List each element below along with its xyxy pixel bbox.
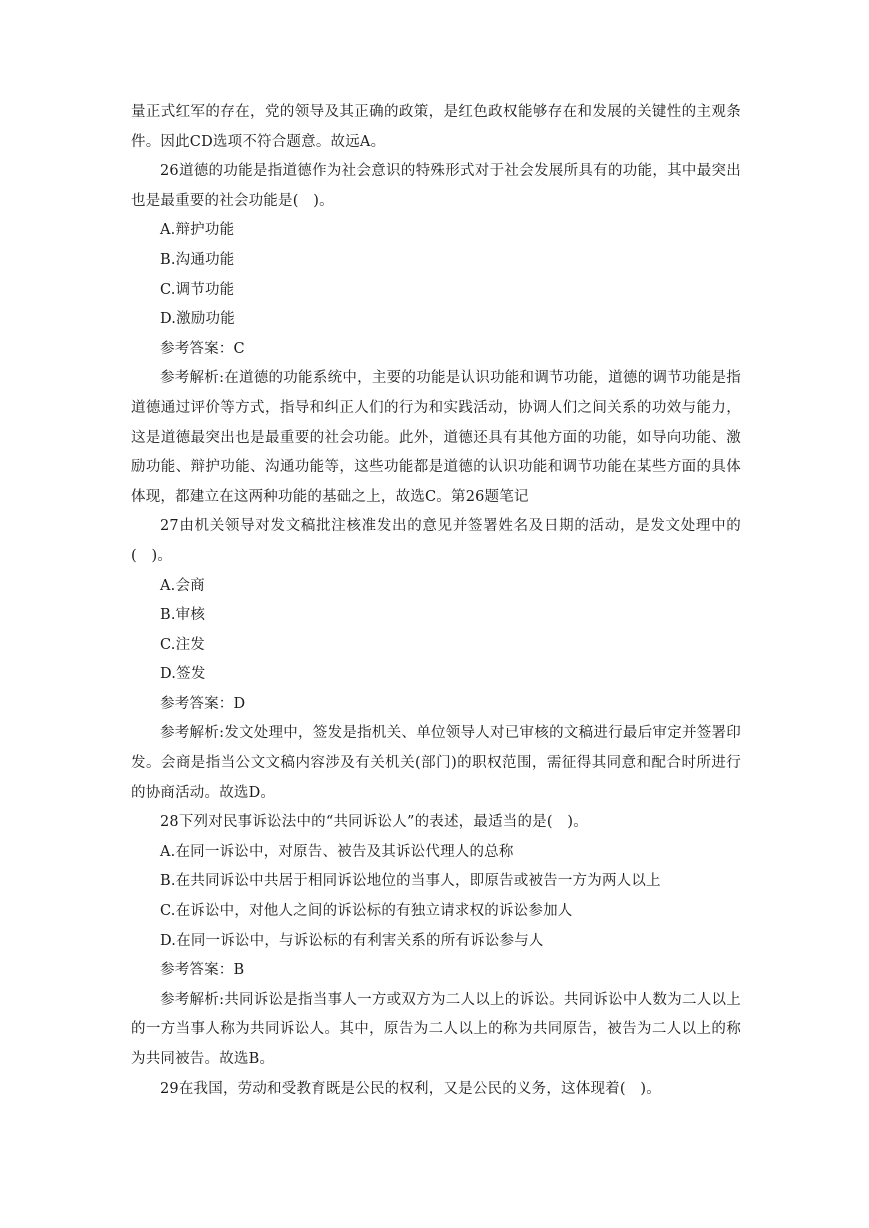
question-27-option-d: D.签发 [160,666,206,683]
document-body [131,98,741,1104]
previous-answer-continuation: 量正式红军的存在，党的领导及其正确的政策，是红色政权能够存在和发展的关键性的主观条件。因此CD选项不符合题意。故远A。 [131,104,741,150]
question-26-answer: 参考答案：C [160,340,245,357]
question-28-stem: 28下列对民事诉讼法中的“共同诉讼人”的表述，最适当的是( )。 [160,814,588,831]
question-28-option-b: B.在共同诉讼中共居于相同诉讼地位的当事人，即原告或被告一方为两人以上 [160,873,661,890]
question-28-option-c: C.在诉讼中，对他人之间的诉讼标的有独立请求权的诉讼参加人 [160,903,573,920]
question-27-option-a: A.会商 [160,577,205,594]
question-28-option-d: D.在同一诉讼中，与诉讼标的有利害关系的所有诉讼参与人 [160,932,544,949]
question-26-analysis: 参考解析:在道德的功能系统中，主要的功能是认识功能和调节功能，道德的调节功能是指道德通过评价等方式，指导和纠正人们的行为和实践活动，协调人们之间关系的功效与能力，这是道德最突出也是最重要的社会功能。此外，道德还具有其他方面的功能，如导向功能、激励功能、辩护功能、沟通功能等，这些功能都是道德的认识功能和调节功能在某些方面的具体体现，都建立在这两种功能的基础之上，故选C。第26题笔记 [131,370,741,505]
question-26-option-d: D.激励功能 [160,311,235,328]
question-27-option-c: C.注发 [160,636,205,653]
question-28-option-a: A.在同一诉讼中，对原告、被告及其诉讼代理人的总称 [160,843,514,860]
question-29-stem: 29在我国，劳动和受教育既是公民的权利，又是公民的义务，这体现着( )。 [160,1080,661,1097]
question-26-option-b: B.沟通功能 [160,251,235,268]
question-27-stem: 27由机关领导对发文稿批注核准发出的意见并签署姓名及日期的活动，是发文处理中的( )。 [131,518,741,564]
question-26-stem: 26道德的功能是指道德作为社会意识的特殊形式对于社会发展所具有的功能，其中最突出也是最重要的社会功能是( )。 [131,163,741,209]
question-28-answer: 参考答案：B [160,962,245,979]
question-26-option-c: C.调节功能 [160,281,235,298]
question-28-analysis: 参考解析:共同诉讼是指当事人一方或双方为二人以上的诉讼。共同诉讼中人数为二人以上的一方当事人称为共同诉讼人。其中，原告为二人以上的称为共同原告，被告为二人以上的称为共同被告。故选B。 [131,991,741,1067]
question-27-option-b: B.审核 [160,607,206,624]
question-26-option-a: A.辩护功能 [160,222,235,239]
question-27-analysis: 参考解析:发文处理中，签发是指机关、单位领导人对已审核的文稿进行最后审定并签署印发。会商是指当公文文稿内容涉及有关机关(部门)的职权范围，需征得其同意和配合时所进行的协商活动。故选D。 [131,725,741,801]
question-27-answer: 参考答案：D [160,695,246,712]
